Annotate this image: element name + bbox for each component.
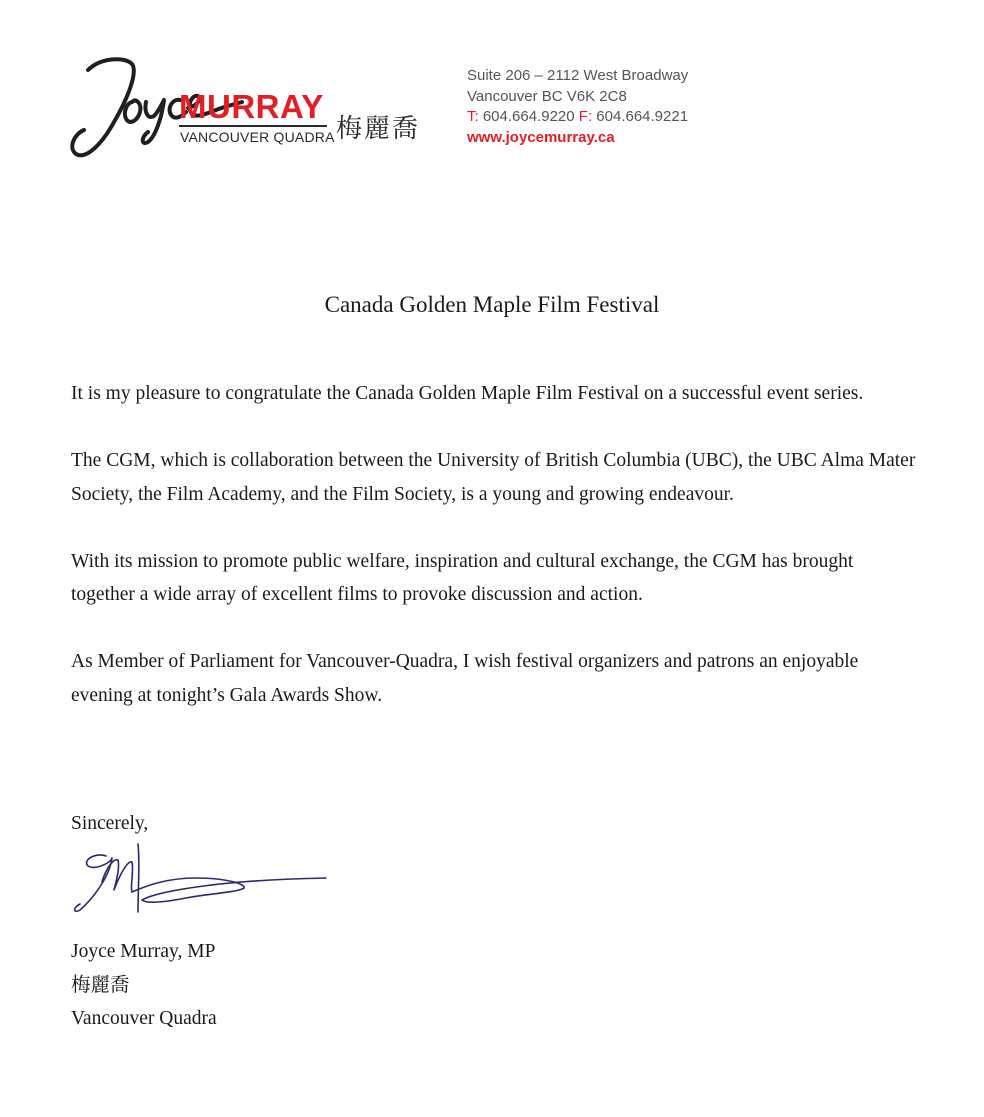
signer-name: Joyce Murray, MP [71,941,216,962]
paragraph-wishes: As Member of Parliament for Vancouver-Quadra, I wish festival organizers and patrons an enjoyable evening at tonight’s Gala Awards Show. [71,651,859,706]
phone-number: 604.664.9220 [482,108,575,125]
paragraph-congratulations: It is my pleasure to congratulate the Canada Golden Maple Film Festival on a successful event series. [71,383,864,404]
signature-block [71,935,217,1036]
fax-label: F: [578,108,593,125]
letter-title: Canada Golden Maple Film Festival [324,292,660,317]
address-line-1: Suite 206 – 2112 West Broadway [467,67,689,84]
paragraph-collaboration: The CGM, which is collaboration between the University of British Columbia (UBC), the UBC Alma Mater Society, the Film Academy, and the Film Society, is a young and growing endeavour. [71,450,916,505]
website-link[interactable]: www.joycemurray.ca [467,128,615,146]
logo-divider [179,125,327,127]
letter-body [71,377,921,746]
fax-number: 604.664.9221 [596,108,689,125]
phone-label: T: [467,108,479,125]
phone-fax-line [467,107,688,128]
closing: Sincerely, [71,813,149,834]
logo-chinese-name: 梅麗喬 [336,114,421,144]
joyce-murray-logo [66,50,436,165]
handwritten-signature-icon [66,838,336,922]
address-line-2: Vancouver BC V6K 2C8 [467,87,627,105]
logo-wordmark: MURRAY [179,88,324,125]
signer-riding: Vancouver Quadra [71,1008,217,1029]
paragraph-mission: With its mission to promote public welfare, inspiration and cultural exchange, the CGM has brought together a wide array of excellent films to provoke discussion and action. [71,550,854,605]
signer-chinese-name: 梅麗喬 [71,974,130,996]
contact-block [467,66,688,148]
letterhead [66,50,926,170]
logo-riding: VANCOUVER QUADRA [180,129,335,145]
